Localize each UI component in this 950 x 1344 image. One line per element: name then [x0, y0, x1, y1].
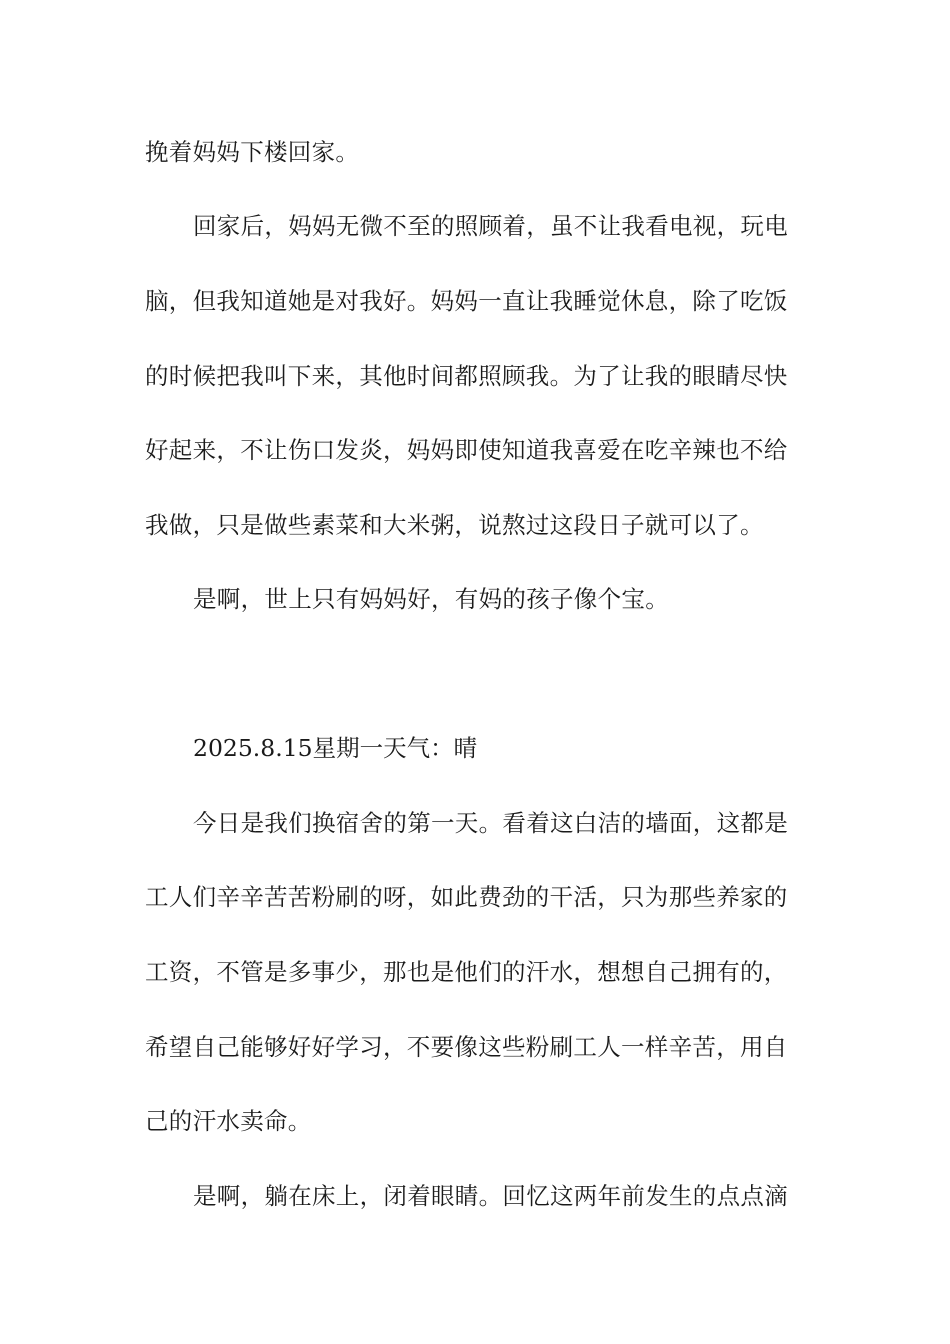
text-line: 挽着妈妈下楼回家。: [145, 138, 360, 166]
text-line: 工资，不管是多事少，那也是他们的汗水，想想自己拥有的，: [145, 958, 788, 986]
text-line: 脑，但我知道她是对我好。妈妈一直让我睡觉休息，除了吃饭: [145, 287, 788, 315]
paragraph-first-line: 是啊，躺在床上，闭着眼睛。回忆这两年前发生的点点滴: [193, 1182, 788, 1210]
text-line: 工人们辛辛苦苦粉刷的呀，如此费劲的干活，只为那些养家的: [145, 883, 788, 911]
text-line: 己的汗水卖命。: [145, 1107, 312, 1135]
text-line: 的时候把我叫下来，其他时间都照顾我。为了让我的眼睛尽快: [145, 362, 788, 390]
paragraph-first-line: 是啊，世上只有妈妈好，有妈的孩子像个宝。: [193, 585, 669, 613]
text-line: 我做，只是做些素菜和大米粥，说熬过这段日子就可以了。: [145, 511, 764, 539]
paragraph-first-line: 今日是我们换宿舍的第一天。看着这白洁的墙面，这都是: [193, 809, 788, 837]
diary-date-heading: 2025.8.15星期一天气：晴: [193, 734, 478, 762]
text-line: 好起来，不让伤口发炎，妈妈即使知道我喜爱在吃辛辣也不给: [145, 436, 788, 464]
paragraph-first-line: 回家后，妈妈无微不至的照顾着，虽不让我看电视，玩电: [193, 212, 788, 240]
text-line: 希望自己能够好好学习，不要像这些粉刷工人一样辛苦，用自: [145, 1033, 788, 1061]
